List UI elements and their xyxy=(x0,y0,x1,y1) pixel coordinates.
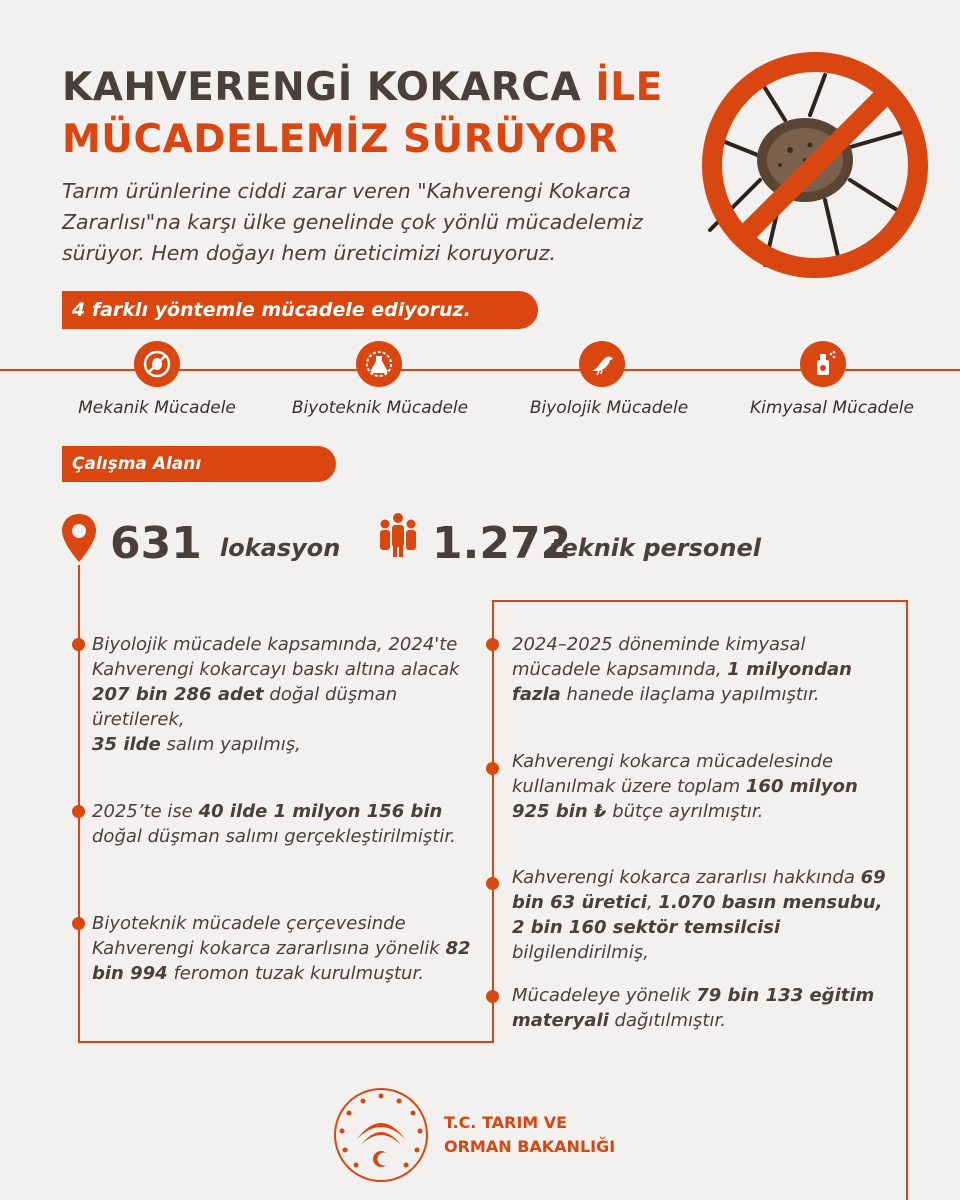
text-highlight: 1 milyondan fazla xyxy=(512,659,852,705)
method-label-mekanik: Mekanik Mücadele xyxy=(78,398,236,418)
text-highlight: 79 bin 133 eğitim materyali xyxy=(512,985,875,1031)
locations-label: lokasyon xyxy=(220,534,341,562)
text-segment: 2025’te ise xyxy=(92,801,199,822)
bullet-dot xyxy=(486,638,499,651)
no-bug-icon xyxy=(142,349,172,379)
people-icon xyxy=(378,512,418,558)
prohibited-bug-icon xyxy=(700,50,930,280)
location-pin-icon xyxy=(60,512,98,564)
list-item xyxy=(512,865,892,965)
locations-count: 631 xyxy=(110,518,202,569)
list-item xyxy=(512,983,892,1033)
method-biyolojik xyxy=(579,341,625,387)
bird-icon xyxy=(587,349,617,379)
list-item xyxy=(92,632,482,757)
text-segment: Kahverengi kokarca mücadelesinde kullanılmak üzere toplam xyxy=(512,751,834,797)
text-highlight: 207 bin 286 adet xyxy=(92,684,264,705)
page-title xyxy=(62,62,663,166)
work-area-heading-label: Çalışma Alanı xyxy=(72,454,202,474)
text-segment: Biyolojik mücadele kapsamında, 2024'te Kahverengi kokarcayı baskı altına alacak xyxy=(92,634,460,680)
text-segment: bilgilendirilmiş, xyxy=(512,942,649,963)
bullet-dot xyxy=(486,762,499,775)
list-item xyxy=(92,911,482,986)
list-item xyxy=(512,749,892,824)
spray-bottle-icon xyxy=(808,349,838,379)
text-highlight: 35 ilde xyxy=(92,734,161,755)
right-frame-top xyxy=(492,600,908,602)
title-part1: KAHVERENGİ KOKARCA xyxy=(62,65,596,110)
bullet-dot xyxy=(486,877,499,890)
bullet-dot xyxy=(72,638,85,651)
personnel-count: 1.272 xyxy=(432,518,572,569)
bullet-dot xyxy=(486,990,499,1003)
text-highlight: 1.070 basın mensubu, 2 bin 160 sektör temsilcisi xyxy=(512,892,883,938)
text-segment: Mücadeleye yönelik xyxy=(512,985,697,1006)
left-frame-bottom xyxy=(78,1041,494,1043)
method-biyoteknik xyxy=(356,341,402,387)
ministry-name-line2: ORMAN BAKANLIĞI xyxy=(444,1137,616,1156)
method-label-kimyasal: Kimyasal Mücadele xyxy=(750,398,914,418)
text-highlight: 82 bin 994 xyxy=(92,938,471,984)
intro-text: Tarım ürünlerine ciddi zarar veren "Kahverengi Kokarca Zararlısı"na karşı ülke genelinde çok yönlü mücadelemiz sürüyor. Hem doğayı hem üreticimizi koruyoruz. xyxy=(62,179,643,265)
text-segment: 2024–2025 döneminde kimyasal mücadele kapsamında, xyxy=(512,634,806,680)
text-segment: doğal düşman salımı gerçekleştirilmiştir. xyxy=(92,826,456,847)
method-label-biyoteknik: Biyoteknik Mücadele xyxy=(291,398,469,418)
list-item xyxy=(92,799,482,849)
lab-flask-icon xyxy=(364,349,394,379)
right-frame-vertical xyxy=(906,600,908,1200)
bullet-dot xyxy=(72,805,85,818)
title-line2: MÜCADELEMİZ SÜRÜYOR xyxy=(62,117,618,162)
methods-heading xyxy=(62,291,538,329)
title-part2: İLE xyxy=(595,65,663,110)
text-segment: hanede ilaçlama yapılmıştır. xyxy=(560,684,820,705)
ministry-emblem-icon xyxy=(333,1087,429,1183)
method-kimyasal xyxy=(800,341,846,387)
text-segment: doğal düşman üretilerek, xyxy=(92,684,398,730)
text-highlight: 69 bin 63 üretici xyxy=(512,867,886,913)
list-item xyxy=(512,632,892,707)
methods-heading-label: 4 farklı yöntemle mücadele ediyoruz. xyxy=(72,299,471,321)
bullet-dot xyxy=(72,917,85,930)
personnel-label: teknik personel xyxy=(550,534,761,562)
ministry-name-line1: T.C. TARIM VE xyxy=(444,1113,568,1132)
ministry-name xyxy=(444,1111,615,1159)
text-segment: , xyxy=(646,892,659,913)
method-mekanik xyxy=(134,341,180,387)
text-segment: bütçe ayrılmıştır. xyxy=(606,801,764,822)
text-segment: salım yapılmış, xyxy=(160,734,301,755)
text-segment: Kahverengi kokarca zararlısı hakkında xyxy=(512,867,861,888)
text-highlight: 40 ilde 1 milyon 156 bin xyxy=(198,801,443,822)
text-segment: dağıtılmıştır. xyxy=(608,1010,726,1031)
method-label-biyolojik: Biyolojik Mücadele xyxy=(529,398,689,418)
left-frame-vertical xyxy=(78,565,80,1043)
center-divider xyxy=(492,600,494,1043)
text-highlight: 160 milyon 925 bin ₺ xyxy=(512,776,858,822)
text-segment: Biyoteknik mücadele çerçevesinde Kahverengi kokarca zararlısına yönelik xyxy=(92,913,446,959)
work-area-heading xyxy=(62,446,336,482)
text-segment: feromon tuzak kurulmuştur. xyxy=(167,963,424,984)
